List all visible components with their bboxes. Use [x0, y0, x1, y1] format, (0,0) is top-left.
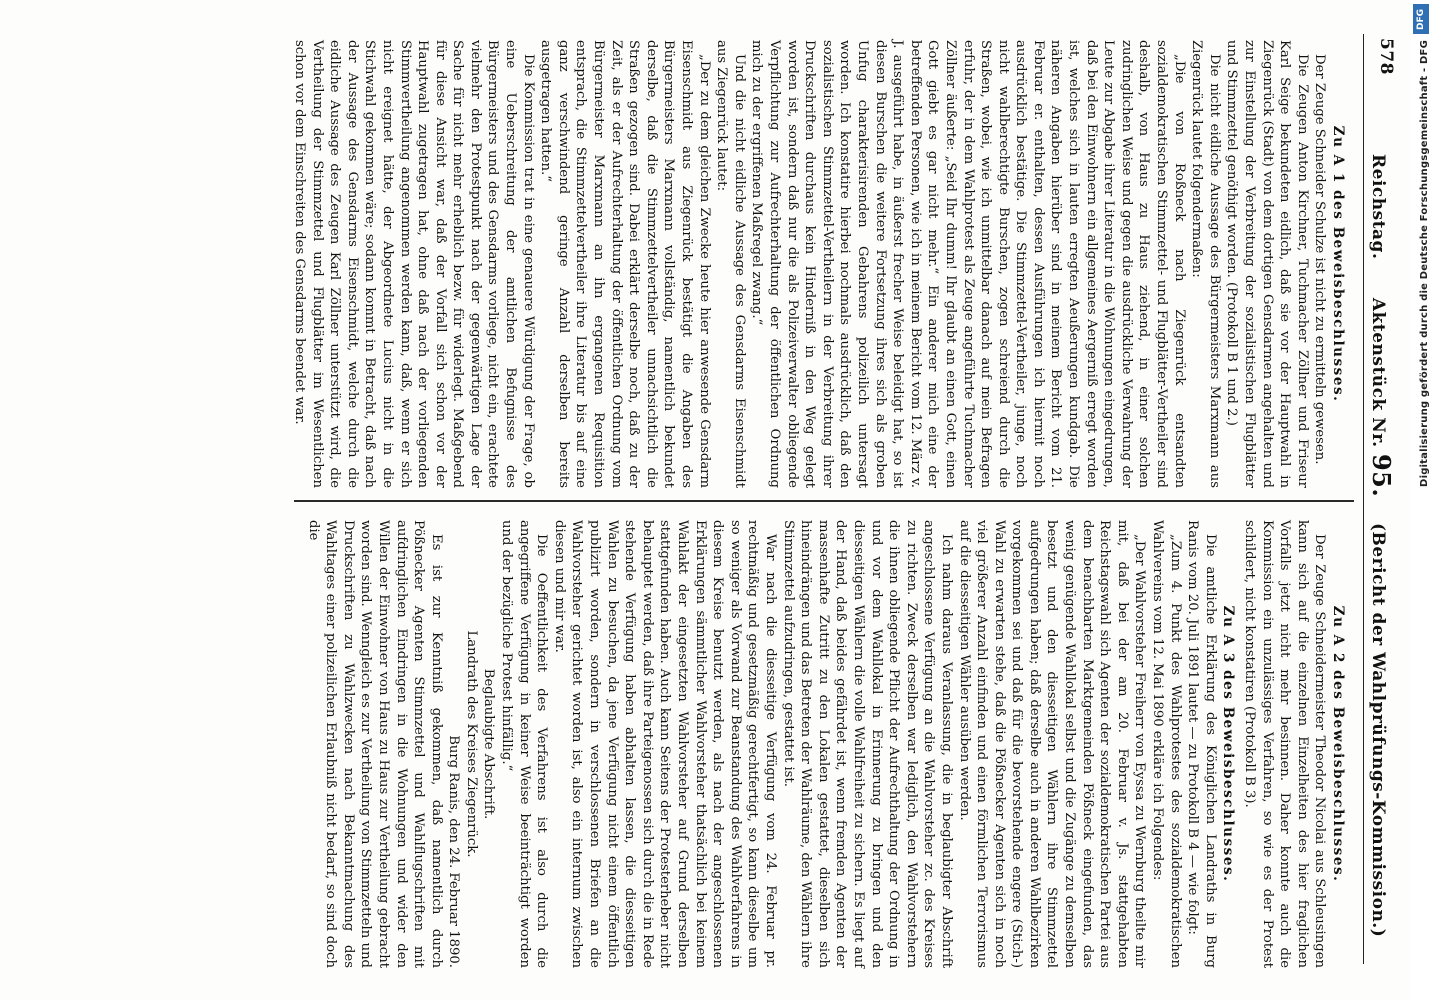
- dfg-notice: Digitalisierung gefördert durch die Deutsche Forschungsgemeinschaft - DFG: [1419, 40, 1430, 487]
- paragraph: Der Zeuge Schneidermeister Theodor Nicolai aus Schleusingen kann sich auf die einzelnen Einzelheiten des hier fraglichen Vorfalls jetzt nicht mehr besinnen. Daher konnte auch die Kommission ein unzulässiges Verfahren, so wie es der Protest schildert, nicht konstatiren (Protokoll B 3).: [1242, 520, 1328, 968]
- paragraph: Die Oeffentlichkeit des Verfahrens ist also durch die angegriffene Verfügung in keiner Weise beeinträchtigt worden und der bezügliche Protest hinfällig.“: [499, 520, 550, 968]
- paragraph: „Zum 4. Punkt des Wahlprotestes des sozialdemokratischen Wahlvereins vom 12. Mai 1890 erkläre ich Folgendes:: [1150, 520, 1183, 968]
- paragraph: Die amtliche Erklärung des Königlichen Landraths in Burg Ranis vom 20. Juli 1891 lautet — zu Protokoll B 4 — wie folgt:: [1185, 520, 1218, 968]
- running-title-doc: Aktenstück Nr.: [1368, 297, 1388, 448]
- paragraph: „Der zu dem gleichen Zwecke heute hier anwesende Gensdarm Eisenschmidt aus Ziegenrück bestätigt die Angaben des Bürgermeisters Marxmann vollständig, namentlich bekundet derselbe, daß die Stimmzettelvertheiler unnachsichtlich die Straßen gezogen sind. Dabei erklärt derselbe noch, daß zu der Zeit, als er der Aufrechterhaltung der öffentlichen Ordnung vom Bürgermeister Marxmann an ihn ergangenen Requisition entsprach, die Stimmzettelvertheiler ihre Literatur bis auf eine ganz verschwindend geringe Anzahl derselben bereits ausgetragen hatten.“: [538, 40, 712, 488]
- running-title-right: (Bericht der Wahlprüfungs-Kommission.): [1368, 522, 1388, 938]
- column-divider: [294, 500, 1354, 502]
- dateline: Burg Ranis, den 24. Februar 1890.: [446, 735, 462, 968]
- paragraph: Die Kommission trat in eine genauere Würdigung der Frage, ob eine Ueberschreitung der amtlichen Befugnisse des Bürgermeisters und des Gensdarms vorliege, nicht ein, erachtete vielmehr den Protestpunkt nach der gegenwärtigen Lage der Sache für nicht mehr erheblich bezw. für widerlegt. Maßgebend für diese Ansicht war, daß der Vorfall sich schon vor der Hauptwahl zugetragen hat, ohne daß nach der vorliegenden Stimmvertheilung angenommen werden kann, daß, wenn er sich nicht ereignet hätte, der Abgeordnete Lucius nicht in die Stichwahl gekommen wäre; sodann kommt in Betracht, daß nach der Aussage des Gensdarms Eisenschmidt, welche durch die eidliche Aussage des Zeugen Karl Zöllner unterstützt wird, die Vertheilung der Stimmzettel und Flugblätter im Wesentlichen schon vor dem Einschreiten des Gensdarms beendet war.: [291, 40, 536, 488]
- section-heading: Zu A 3 des Beweisbeschlusses.: [1220, 605, 1237, 883]
- running-title: [1367, 154, 1396, 937]
- paragraph: Die Zeugen Anton Kirchner, Tuchmacher Zöllner und Friseur Karl Seige bekundeten eidlich, daß sie vor der Hauptwahl in Ziegenrück (Stadt) von dem dortigen Gensdarmen angehalten und zur Einstellung der Verbreitung der sozialistischen Flugblätter und Stimmzettel genöthigt worden. (Protokoll B 1 und 2.): [1224, 40, 1310, 488]
- dfg-margin-strip: [1410, 0, 1432, 1000]
- running-title-left: Reichstag.: [1368, 154, 1388, 260]
- paragraph: Ich nahm daraus Veranlassung, die in beglaubigter Abschrift angeschlossene Verfügung an die Wahlvorsteher zc. des Kreises zu richten. Zweck derselben war lediglich, den Wahlvorstehern die ihnen obliegende Pflicht der Aufrechthaltung der Ordnung in und vor dem Wahllokal in Erinnerung zu bringen und den diesseitigen Wählern die volle Wahlfreiheit zu sichern. Es liegt auf der Hand, daß beides gefährdet ist, wenn fremden Agenten der massenhafte Zutritt zu den Lokalen gestattet, dieselben sich hineindrängen und das Betreten der Wahlräume, den Wählern ihre Stimmzettel aufzudringen, gestattet ist.: [780, 520, 954, 968]
- paragraph: „Der Wahlvorsteher Freiherr von Eyssa zu Wernburg theilte mir mit, daß bei der am 20. Februar v. Js. stattgehabten Reichstagswahl sich Agenten der sozialdemokratischen Partei aus dem benachbarten Marktgemeinden Pößneck eingefunden, das wenig genügende Wahllokal selbst und die Zugänge zu demselben besetzt und den diesseitigen Wählern ihre Stimmzettel aufgedrungen haben; daß derselbe auch in anderen Wahlbezirken vorgekommen sei und daß für die bevorstehende engere (Stich-) Wahl zu erwarten stehe, daß die Pößnecker Agenten sich in noch viel größerer Anzahl einfinden und einen förmlichen Terrorismus auf die diesseitigen Wähler ausüben werden.: [956, 520, 1148, 968]
- paragraph: Die nicht eidliche Aussage des Bürgermeisters Marxmann aus Ziegenrück lautet folgendermaßen:: [1189, 40, 1222, 488]
- section-heading: Zu A 1 des Beweisbeschlusses.: [1330, 125, 1346, 403]
- page-number: 578: [1376, 38, 1396, 75]
- paragraph: Und die nicht eidliche Aussage des Gensdarms Eisenschmidt aus Ziegenrück lautet:: [714, 40, 747, 488]
- dfg-logo-icon: DFG: [1413, 4, 1429, 34]
- paragraph: Es ist zur Kenntniß gekommen, daß namentlich durch Pößnecker Agenten Stimmzettel und Wahlflugschriften mit aufdringlichen Eindringen in die Wohnungen und wider den Willen der Einwohner von Haus zu Haus zur Vertheilung gebracht worden sind. Wenngleich es zur Vertheilung von Stimmzetteln und Druckschriften zu Wahlzwecken nach Bekanntmachung des Wahltages einer polizeilichen Erlaubniß nicht bedarf, so sind doch die: [305, 520, 444, 968]
- centered-line: Beglaubigte Abschrift.: [481, 668, 497, 820]
- centered-line: Landrath des Kreises Ziegenrück.: [463, 630, 479, 858]
- paragraph: War nach die diesseitige Verfügung vom 24. Februar pr. rechtmäßig und gesetzmäßig gerechtfertigt, so kann dieselbe um so weniger als Vorwand zur Beanstandung des Wahlverfahrens in diesem Kreise benutzt werden, als nach der angeschlossenen Erklärungen sämmtlicher Wahlvorsteher thatsächlich bei keinem Wahlakt der eingesetzten Wahlvorsteher auf Grund derselben stattgefunden haben. Auch kann Seitens der Protesterheber nicht behauptet werden, daß ihre Parteigenossen sich durch die in Rede stehende Verfügung haben abhalten lassen, die diesseitigen Wahlen zu besuchen, da jene Verfügung nicht einem öffentlich publizirt worden, sondern in verschlossenen Briefen an die Wahlvorsteher gerichtet worden ist, also ein internum zwischen diesen und mir war.: [551, 520, 778, 968]
- paragraph: „Die von Roßneck nach Ziegenrück entsandten sozialdemokratischen Stimmzettel- und Flugblätter-Vertheiler sind deshalb, von Haus zu Haus ziehend, in einer solchen zudringlichen Weise und gegen die ausdrückliche Verwahrung der Leute zur Abgabe ihrer Literatur in die Wohnungen eingedrungen, daß bei den Einwohnern ein allgemeines Aergerniß erregt worden ist, welches sich in lauten erregten Aeußerungen kundgab. Die näheren Angaben hierüber sind in meinem Bericht vom 21. Februar er. enthalten, dessen Ausführungen ich hiermit noch ausdrücklich bestätige. Die Stimmzettel-Vertheiler, junge, noch nicht wahlberechtigte Burschen, zogen schreiend durch die Straßen, wobei, wie ich unmittelbar danach auf mein Befragen erfuhr, der in dem Wahlprotest als Zeuge angeführte Tuchmacher Zöllner äußerte: „Seid Ihr dumm! Ihr glaubt an einen Gott, einen Gott giebt es gar nicht mehr.“ Ein anderer mich eine der betreffenden Personen, wie ich in meinem Bericht vom 12. März v. J. ausgeführt habe, in äußerst frecher Weise beleidigt hat, so ist diesen Burschen die weitere Fortsetzung ihres sich als groben Unfug charakterisirenden Gebahrens polizeilich untersagt worden. Ich konstatire hierbei nochmals ausdrücklich, daß den sozialistischen Stimmzettel-Vertheilern in der Verbreitung ihrer Druckschriften durchaus kein Hinderniß in den Weg gelegt worden ist, sondern daß nur die als Polizeiverwalter obliegende Verpflichtung zur Aufrechterhaltung der öffentlichen Ordnung mich zu der ergriffenen Maßregel zwang.“: [749, 40, 1187, 488]
- page-header: [1363, 34, 1404, 964]
- document-number: 95.: [1367, 453, 1396, 498]
- paragraph: Der Zeuge Schneider Schulze ist nicht zu ermitteln gewesen.: [1312, 54, 1328, 465]
- left-column: [290, 40, 1350, 488]
- right-column: [304, 520, 1350, 968]
- section-heading: Zu A 2 des Beweisbeschlusses.: [1330, 605, 1346, 883]
